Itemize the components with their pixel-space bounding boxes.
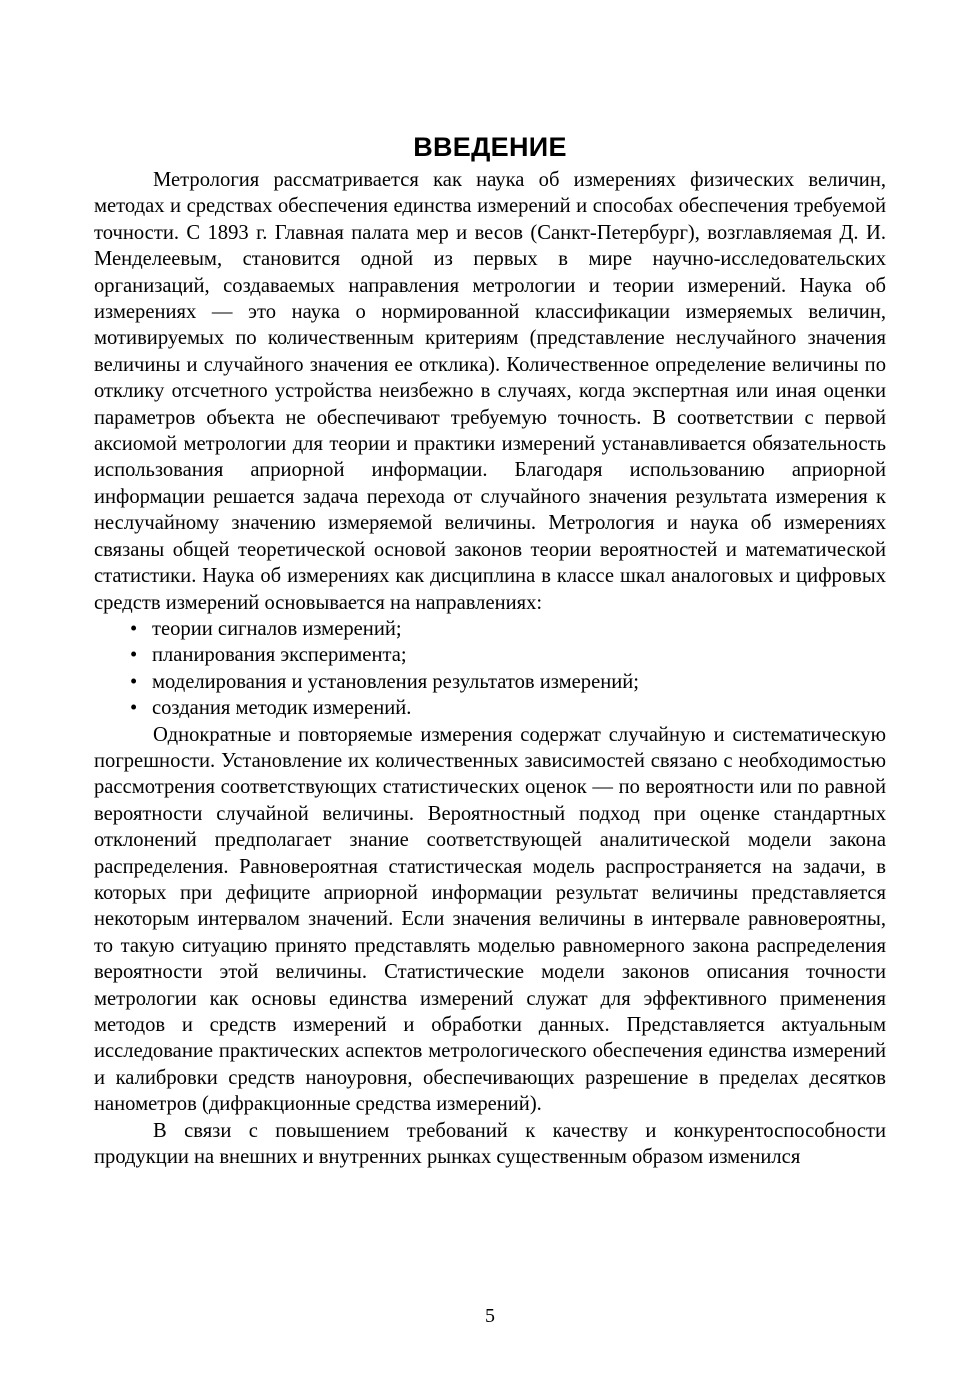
list-item-text: моделирования и установления результатов измерений; (152, 670, 640, 693)
list-item (94, 616, 886, 642)
paragraph-intro: Метрология рассматривается как наука об измерениях физических величин, методах и средствах обеспечения единства измерений и способах обеспечения требуемой точности. С 1893 г. Главная палата мер и весов (Санкт-Петербург), возглавляемая Д. И. Менделеевым, становится одной из первых в мире научно-исследовательских организаций, создаваемых направления метрологии и теории измерений. Наука об измерениях — это наука о нормированной классификации измеряемых величин, мотивируемых по количественным критериям (представление неслучайного значения величины и случайного значения ее отклика). Количественное определение величины по отклику отсчетного устройства неизбежно в случаях, когда экспертная или иная оценки параметров объекта не обеспечивают требуемую точность. В соответствии с первой аксиомой метрологии для теории и практики измерений устанавливается обязательность использования априорной информации. Благодаря использованию априорной информации решается задача перехода от случайного значения результата измерения к неслучайному значению измеряемой величины. Метрология и наука об измерениях связаны общей теоретической основой законов теории вероятностей и математической статистики. Наука об измерениях как дисциплина в классе шкал аналоговых и цифровых средств измерений основывается на направлениях: (94, 169, 886, 614)
list-item-text: создания методик измерений. (152, 697, 412, 720)
paragraph-measurements: Однократные и повторяемые измерения содержат случайную и систематическую погрешности. Установление их количественных зависимостей связано с необходимостью рассмотрения соответствующих статистических оценок — по вероятности или по равной вероятности случайной величины. Вероятностный подход при оценке стандартных отклонений предполагает знание соответствующей аналитической модели закона распределения. Равновероятная статистическая модель распространяется на задачи, в которых при дефиците априорной информации результат величины представляется некоторым интервалом значений. Если значения величины в интервале равновероятны, то такую ситуацию принято представлять моделью равномерного закона распределения вероятности этой величины. Статистические модели законов описания точности метрологии как основы единства измерений служат для эффективного применения методов и средств измерений и обработки данных. Представляется актуальным исследование практических аспектов метрологического обеспечения единства измерений и калибровки средств наноуровня, обеспечивающих разрешение в пределах десятков нанометров (дифракционные средства измерений). (94, 723, 886, 1116)
bullet-icon: • (130, 697, 138, 720)
list-item (94, 695, 886, 721)
bullet-icon: • (130, 617, 138, 640)
body-text (94, 167, 886, 1170)
paragraph-quality: В связи с повышением требований к качеству и конкурентоспособности продукции на внешних и внутренних рынках существенным образом изменился (94, 1119, 886, 1169)
page-number: 5 (485, 1305, 495, 1327)
list-item-text: теории сигналов измерений; (152, 617, 402, 640)
directions-list (94, 616, 886, 722)
list-item (94, 642, 886, 668)
page-title: ВВЕДЕНИЕ (413, 132, 567, 163)
bullet-icon: • (130, 670, 138, 693)
list-item (94, 669, 886, 695)
bullet-icon: • (130, 644, 138, 667)
list-item-text: планирования эксперимента; (152, 644, 407, 667)
